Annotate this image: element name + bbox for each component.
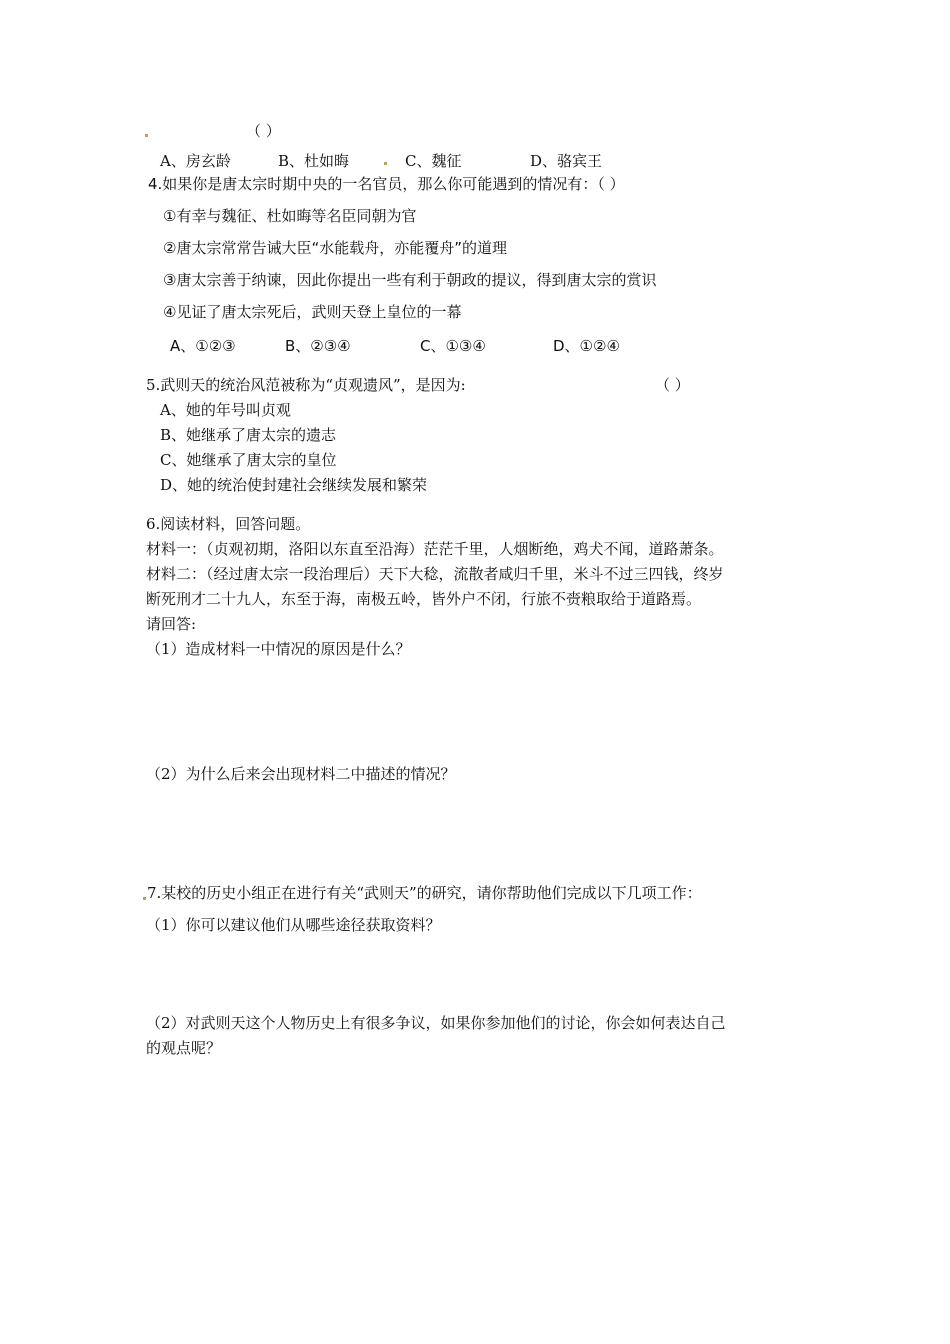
q4-stem: 4.如果你是唐太宗时期中央的一名官员，那么你可能遇到的情况有：（ ） [148, 175, 625, 193]
q3-option-d: D、骆宾王 [530, 152, 603, 170]
q5-option-b: B、她继承了唐太宗的遗志 [160, 426, 337, 444]
q4-item-3: ③唐太宗善于纳谏，因此你提出一些有利于朝政的提议，得到唐太宗的赏识 [163, 271, 657, 289]
scan-dot [143, 897, 146, 900]
q4-item-1: ①有幸与魏征、杜如晦等名臣同朝为官 [163, 207, 417, 225]
q3-option-c: C、魏征 [405, 152, 462, 170]
q6-material-2-line-2: 断死刑才二十九人，东至于海，南极五岭，皆外户不闭，行旅不赍粮取给于道路焉。 [146, 590, 702, 608]
q5-option-d: D、她的统治使封建社会继续发展和繁荣 [160, 476, 428, 494]
q5-option-c: C、她继承了唐太宗的皇位 [160, 451, 337, 469]
q4-item-2: ②唐太宗常常告诫大臣“水能载舟，亦能覆舟”的道理 [163, 239, 507, 257]
q5-option-a: A、她的年号叫贞观 [160, 401, 291, 419]
q3-paren: （ ） [246, 122, 281, 140]
q6-sub-question-2: （2）为什么后来会出现材料二中描述的情况？ [146, 765, 456, 783]
q4-option-c: C、①③④ [420, 337, 486, 355]
q3-option-a: A、房玄龄 [160, 152, 231, 170]
q6-sub-question-1: （1）造成材料一中情况的原因是什么？ [146, 640, 411, 658]
scan-dot [384, 162, 387, 165]
scan-dot [145, 134, 148, 137]
q7-stem: 7.某校的历史小组正在进行有关“武则天”的研究，请你帮助他们完成以下几项工作： [147, 884, 702, 902]
q5-paren: （ ） [655, 376, 690, 394]
q7-sub-question-2-line-2: 的观点呢？ [146, 1039, 222, 1057]
q7-sub-question-2-line-1: （2）对武则天这个人物历史上有很多争议，如果你参加他们的讨论，你会如何表达自己 [146, 1014, 726, 1032]
q3-option-b: B、杜如晦 [278, 152, 350, 170]
q6-material-1: 材料一：（贞观初期，洛阳以东直至沿海）茫茫千里，人烟断绝，鸡犬不闻，道路萧条。 [146, 540, 724, 558]
q6-stem: 6.阅读材料，回答问题。 [146, 515, 311, 533]
q6-material-2-line-1: 材料二：（经过唐太宗一段治理后）天下大稔，流散者咸归千里，米斗不过三四钱，终岁 [146, 565, 724, 583]
q7-sub-question-1: （1）你可以建议他们从哪些途径获取资料？ [146, 916, 441, 934]
q4-item-4: ④见证了唐太宗死后，武则天登上皇位的一幕 [163, 303, 462, 321]
q4-option-a: A、①②③ [170, 337, 236, 355]
q4-option-b: B、②③④ [285, 337, 351, 355]
q6-ask: 请回答: [146, 615, 197, 633]
q4-option-d: D、①②④ [553, 337, 620, 355]
q5-stem: 5.武则天的统治风范被称为“贞观遗风”，是因为: [146, 376, 466, 394]
